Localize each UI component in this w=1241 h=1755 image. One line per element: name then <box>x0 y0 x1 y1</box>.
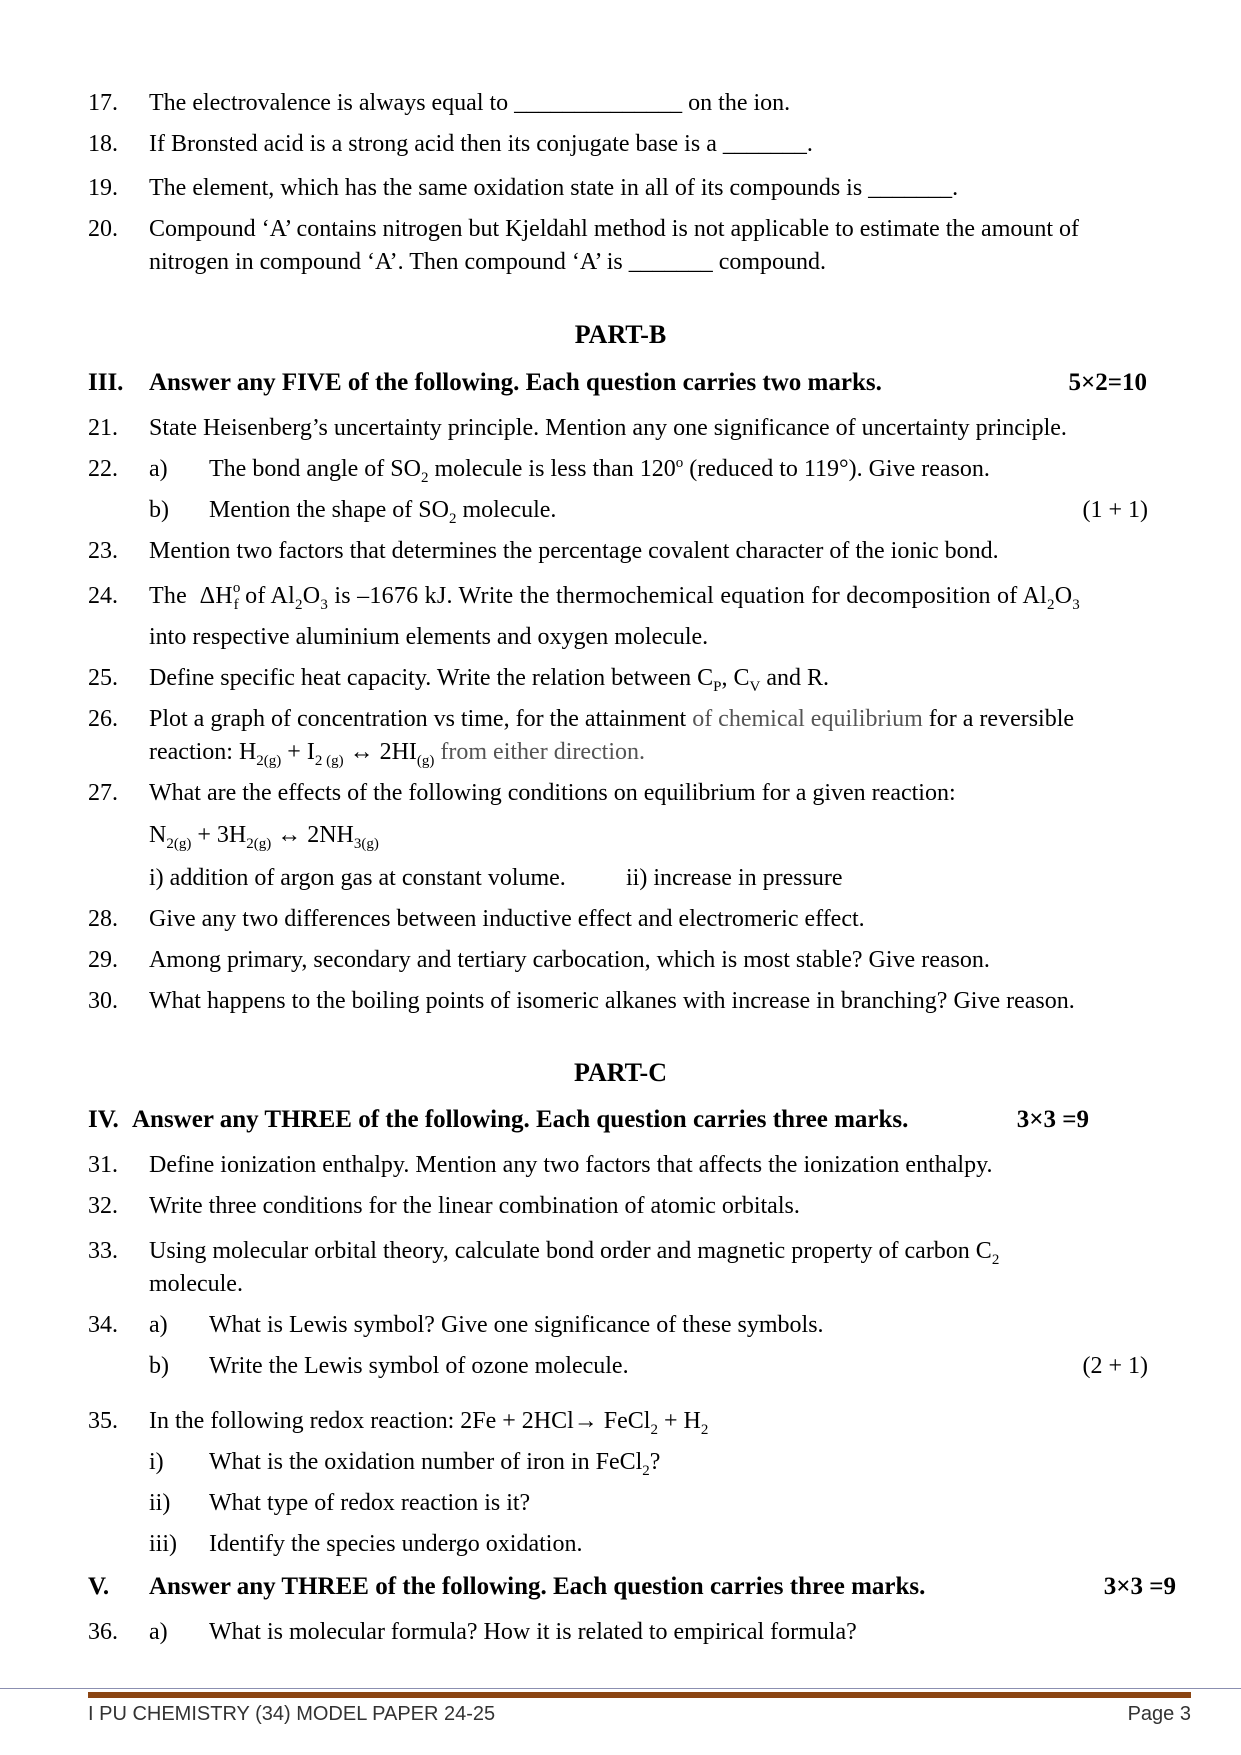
question-text: Mention two factors that determines the percentage covalent character of the ionic bond. <box>149 538 999 564</box>
equation: $N_{2(g)} + 3H_{2(g)}$ ↔ $2NH_{3(g)}$ <box>149 822 379 852</box>
section-label: IV. <box>88 1106 119 1133</box>
question-number: 33. <box>88 1238 118 1264</box>
question-text-line2: reaction: $H_{2(g)} + I_{2 (g)}$ ↔ $2HI_{(g)}$ from either direction. <box>149 739 645 769</box>
option-i: i) addition of argon gas at constant volume. <box>149 865 566 891</box>
question-text: What happens to the boiling points of isomeric alkanes with increase in branching? Give reason. <box>149 988 1075 1014</box>
section-instruction: Answer any THREE of the following. Each question carries three marks. <box>149 1573 926 1600</box>
question-text-line2: nitrogen in compound ‘A’. Then compound ‘A’ is _______ compound. <box>149 249 827 275</box>
question-text-line2: molecule. <box>149 1271 243 1297</box>
option-ii: ii) increase in pressure <box>626 865 843 891</box>
question-text: Among primary, secondary and tertiary carbocation, which is most stable? Give reason. <box>149 947 990 973</box>
section-instruction: Answer any THREE of the following. Each question carries three marks. <box>132 1106 909 1133</box>
footer-rule-thick <box>88 1692 1191 1698</box>
question-text: What are the effects of the following conditions on equilibrium for a given reaction: <box>149 780 956 806</box>
sub-label: iii) <box>149 1531 177 1557</box>
question-number: 19. <box>88 175 118 201</box>
question-text: The electrovalence is always equal to ______________ on the ion. <box>149 90 791 116</box>
sub-label: a) <box>149 456 168 482</box>
question-text-line1: The $\Delta H^o_f$ of $Al_2O_3$ is –1676 kJ. Write the thermochemical equation for decomposition of $Al_2O_3$ <box>149 580 1081 613</box>
question-text-line2: into respective aluminium elements and oxygen molecule. <box>149 624 709 650</box>
question-text-line1: Plot a graph of concentration vs time, for the attainment of chemical equilibrium for a reversible <box>149 706 1075 732</box>
sub-label: b) <box>149 497 169 523</box>
question-number: 24. <box>88 583 118 609</box>
section-marks: 5×2=10 <box>1068 369 1147 396</box>
question-text: Define specific heat capacity. Write the relation between $C_P$, $C_V$ and R. <box>149 665 829 695</box>
question-number: 31. <box>88 1152 118 1178</box>
question-text: If Bronsted acid is a strong acid then its conjugate base is a _______. <box>149 131 813 157</box>
question-number: 29. <box>88 947 118 973</box>
question-number: 18. <box>88 131 118 157</box>
page-number: Page 3 <box>1127 1703 1191 1725</box>
sub-text: What is molecular formula? How it is related to empirical formula? <box>209 1619 857 1645</box>
question-number: 25. <box>88 665 118 691</box>
question-number: 36. <box>88 1619 118 1645</box>
sub-text: What type of redox reaction is it? <box>209 1490 531 1516</box>
question-number: 35. <box>88 1408 118 1434</box>
question-text: The element, which has the same oxidation state in all of its compounds is _______. <box>149 175 959 201</box>
section-marks: 3×3 =9 <box>1016 1106 1089 1133</box>
footer-title: I PU CHEMISTRY (34) MODEL PAPER 24-25 <box>88 1703 496 1725</box>
question-text: Define ionization enthalpy. Mention any two factors that affects the ionization enthalpy. <box>149 1152 993 1178</box>
question-number: 32. <box>88 1193 118 1219</box>
sub-text: What is Lewis symbol? Give one significance of these symbols. <box>209 1312 824 1338</box>
question-number: 22. <box>88 456 118 482</box>
marks-split: (2 + 1) <box>1082 1353 1148 1379</box>
section-label: III. <box>88 369 124 396</box>
sub-text: Write the Lewis symbol of ozone molecule. <box>209 1353 629 1379</box>
part-c-title: PART-C <box>574 1058 667 1087</box>
question-number: 34. <box>88 1312 118 1338</box>
section-label: V. <box>88 1573 110 1600</box>
sub-text: Identify the species undergo oxidation. <box>209 1531 583 1557</box>
question-text: Write three conditions for the linear combination of atomic orbitals. <box>149 1193 800 1219</box>
sub-label: a) <box>149 1312 168 1338</box>
question-text: Give any two differences between inductive effect and electromeric effect. <box>149 906 865 932</box>
question-number: 20. <box>88 216 118 242</box>
question-number: 23. <box>88 538 118 564</box>
question-number: 28. <box>88 906 118 932</box>
sub-text: Mention the shape of $SO_2$ molecule. <box>209 497 557 527</box>
sub-label: ii) <box>149 1490 171 1516</box>
sub-text: The bond angle of $SO_2$ molecule is less than 120$^o$ (reduced to 119°). Give reason. <box>209 455 990 486</box>
question-text: State Heisenberg’s uncertainty principle. Mention any one significance of uncertainty principle. <box>149 415 1067 441</box>
question-number: 17. <box>88 90 118 116</box>
question-text: In the following redox reaction: 2Fe + 2HCl→ FeCl$_2$ + $H_2$ <box>149 1408 709 1438</box>
section-instruction: Answer any FIVE of the following. Each question carries two marks. <box>149 369 882 396</box>
question-number: 26. <box>88 706 118 732</box>
sub-text: What is the oxidation number of iron in FeCl$_2$? <box>209 1449 661 1479</box>
footer-rule-thin <box>0 1688 1241 1689</box>
question-number: 30. <box>88 988 118 1014</box>
section-marks: 3×3 =9 <box>1103 1573 1176 1600</box>
question-text-line1: Compound ‘A’ contains nitrogen but Kjeldahl method is not applicable to estimate the amount of <box>149 216 1080 242</box>
question-number: 27. <box>88 780 118 806</box>
part-b-title: PART-B <box>574 320 667 349</box>
marks-split: (1 + 1) <box>1082 497 1148 523</box>
question-number: 21. <box>88 415 118 441</box>
question-text-line1: Using molecular orbital theory, calculate bond order and magnetic property of carbon $C_2$ <box>149 1238 1000 1268</box>
sub-label: b) <box>149 1353 169 1379</box>
sub-label: i) <box>149 1449 164 1475</box>
sub-label: a) <box>149 1619 168 1645</box>
